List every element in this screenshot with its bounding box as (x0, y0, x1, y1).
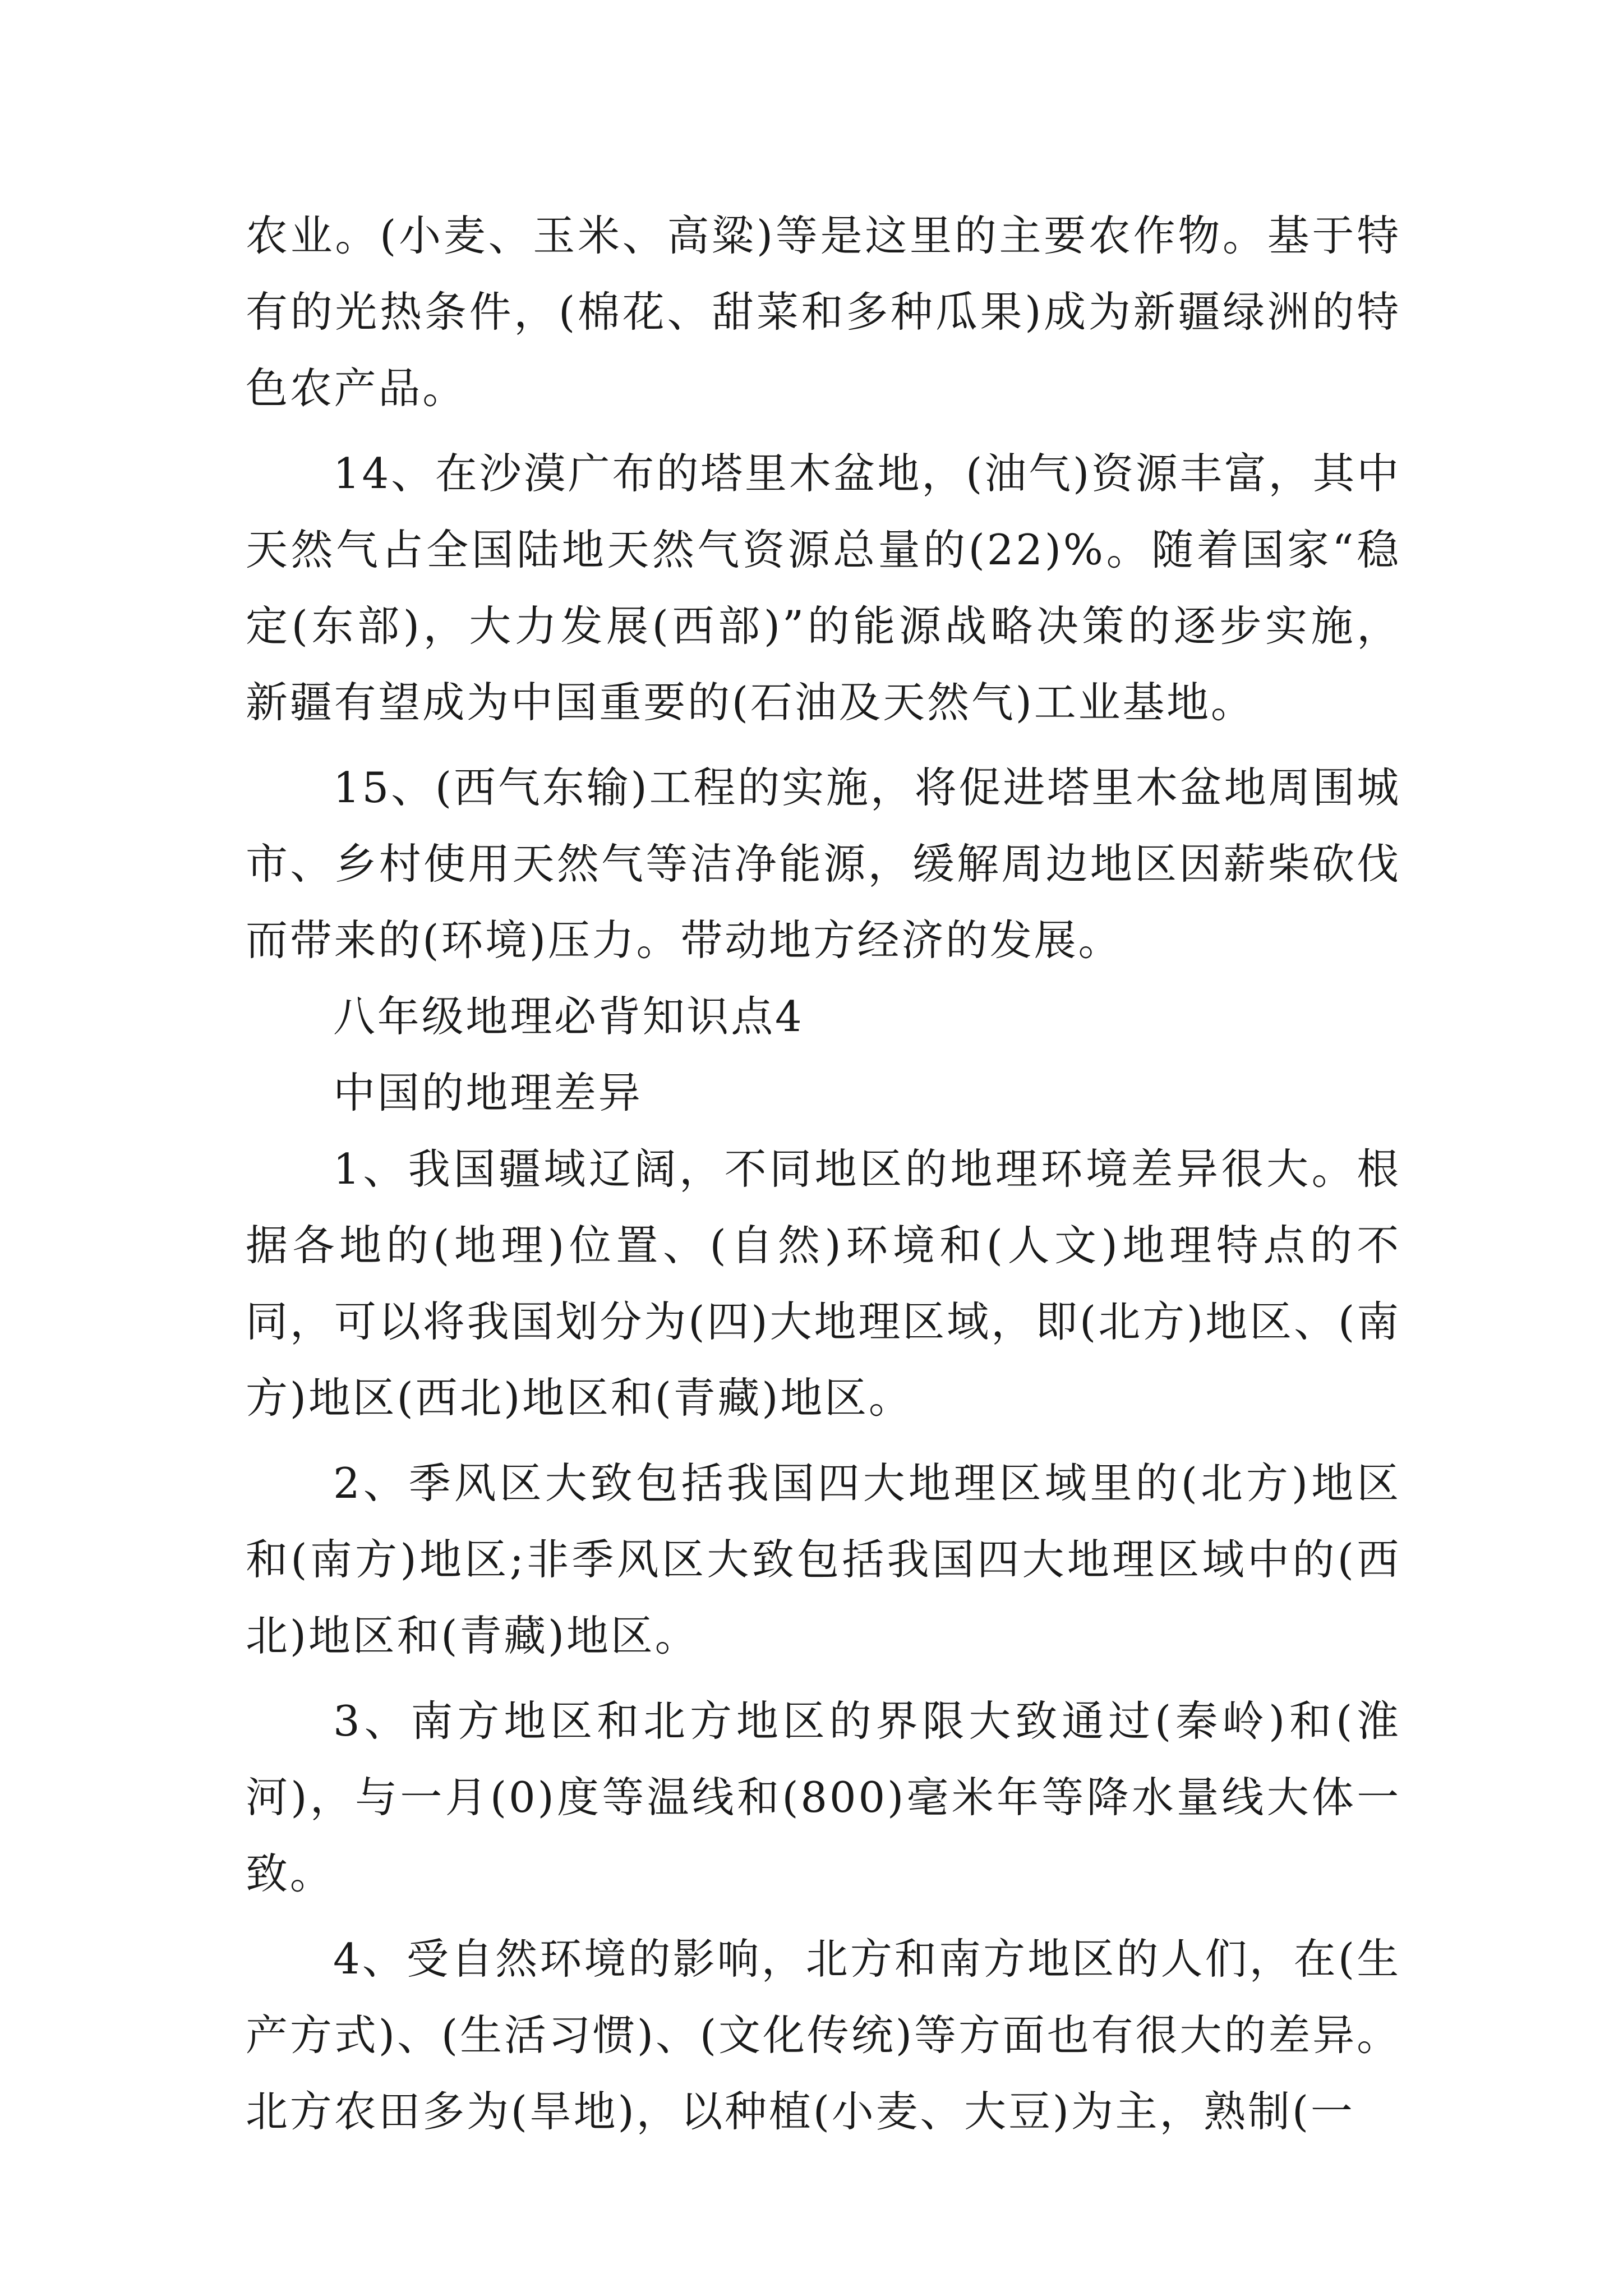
section-heading: 八年级地理必背知识点4 (333, 992, 804, 1041)
paragraph-item-14: 14、在沙漠广布的塔里木盆地，(油气)资源丰富，其中天然气占全国陆地天然气资源总量的(22)%。随着国家“稳定(东部)，大力发展(西部)”的能源战略决策的逐步实施，新疆有望成为中国重要的(石油及天然气)工业基地。 (246, 449, 1401, 727)
body-text (246, 197, 1401, 2150)
paragraph-item-1: 1、我国疆域辽阔，不同地区的地理环境差异很大。根据各地的(地理)位置、(自然)环境和(人文)地理特点的不同，可以将我国划分为(四)大地理区域，即(北方)地区、(南方)地区(西北)地区和(青藏)地区。 (246, 1144, 1401, 1423)
paragraph-item-3: 3、南方地区和北方地区的界限大致通过(秦岭)和(淮河)，与一月(0)度等温线和(800)毫米年等降水量线大体一致。 (246, 1696, 1401, 1898)
section-subheading: 中国的地理差异 (333, 1068, 643, 1117)
paragraph-item-15: 15、(西气东输)工程的实施，将促进塔里木盆地周围城市、乡村使用天然气等洁净能源，缓解周边地区因薪柴砍伐而带来的(环境)压力。带动地方经济的发展。 (246, 763, 1401, 965)
paragraph-agriculture-continuation: 农业。(小麦、玉米、高粱)等是这里的主要农作物。基于特有的光热条件，(棉花、甜菜和多种瓜果)成为新疆绿洲的特色农产品。 (246, 211, 1401, 413)
paragraph-item-4: 4、受自然环境的影响，北方和南方地区的人们，在(生产方式)、(生活习惯)、(文化传统)等方面也有很大的差异。北方农田多为(旱地)，以种植(小麦、大豆)为主，熟制(一 (246, 1934, 1401, 2136)
paragraph-item-2: 2、季风区大致包括我国四大地理区域里的(北方)地区和(南方)地区;非季风区大致包括我国四大地理区域中的(西北)地区和(青藏)地区。 (246, 1458, 1401, 1660)
